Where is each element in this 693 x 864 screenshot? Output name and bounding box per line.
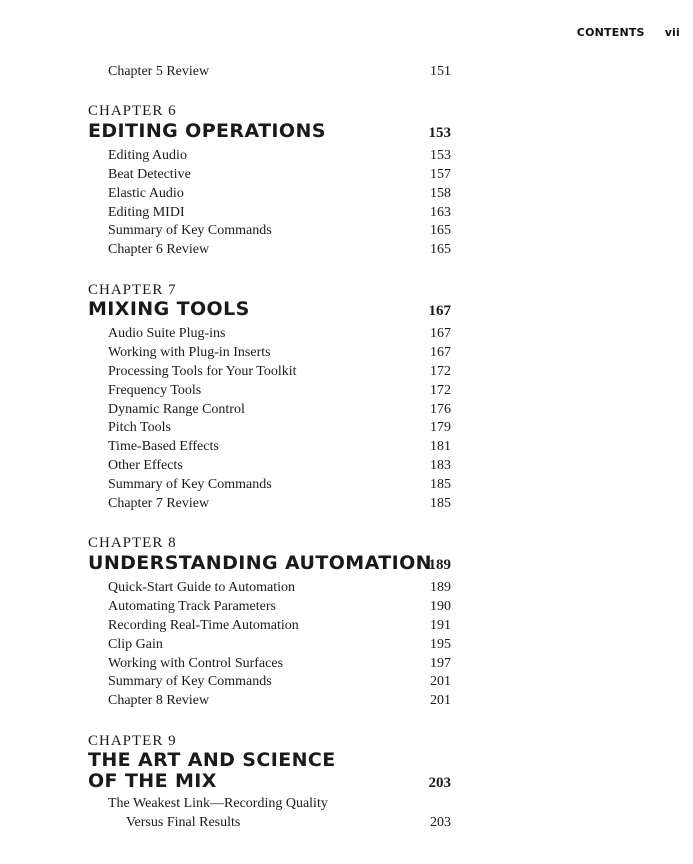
chapter-title: MIXING TOOLS (88, 298, 250, 320)
toc-entry-page: 167 (430, 326, 451, 341)
toc-entry-title: Editing Audio (108, 148, 187, 163)
toc-entry[interactable] (108, 381, 451, 400)
toc-entry-title: Pitch Tools (108, 420, 171, 435)
toc-entry-page: 165 (430, 242, 451, 257)
chapter-6-heading[interactable] (88, 121, 451, 142)
chapter-page: 189 (428, 557, 451, 573)
toc-entry[interactable] (108, 324, 451, 343)
chapter-page: 167 (428, 303, 451, 319)
toc-entry-title: Working with Control Surfaces (108, 656, 284, 671)
toc-entry-title: Summary of Key Commands (108, 674, 272, 689)
toc-entry-title: Summary of Key Commands (108, 223, 272, 238)
toc-entry-page: 191 (430, 618, 451, 633)
toc-entry[interactable] (108, 794, 451, 813)
toc-entry-page: 151 (430, 64, 451, 79)
toc-entry[interactable] (108, 616, 451, 635)
toc-entry[interactable] (108, 240, 451, 259)
toc-entry-title: Summary of Key Commands (108, 477, 272, 492)
toc-entry-page: 190 (430, 599, 451, 614)
toc-entry-continued[interactable] (108, 813, 451, 832)
toc-entry-page: 201 (430, 674, 451, 689)
toc-entry-title: Frequency Tools (108, 383, 202, 398)
toc-entry[interactable] (108, 672, 451, 691)
toc-entry-title: Chapter 8 Review (108, 693, 210, 708)
page-folio: vii (664, 26, 680, 39)
toc-entry[interactable] (108, 343, 451, 362)
toc-entry-page: 172 (430, 383, 451, 398)
toc-entry-page: 158 (430, 186, 451, 201)
toc-entry-title: Processing Tools for Your Toolkit (108, 364, 297, 379)
chapter-page: 203 (428, 775, 451, 791)
toc-entry-page: 185 (430, 496, 451, 511)
chapter-6-label: CHAPTER 6 (88, 103, 177, 119)
chapter-page: 153 (428, 125, 451, 141)
chapter-8-heading[interactable] (88, 553, 451, 574)
toc-entry[interactable] (108, 184, 451, 203)
toc-entry-page: 203 (430, 815, 451, 830)
toc-entry-title: Elastic Audio (108, 186, 184, 201)
toc-entry[interactable] (108, 203, 451, 222)
toc-entry-title: Editing MIDI (108, 205, 185, 220)
toc-entry-title: Chapter 7 Review (108, 496, 210, 511)
toc-entry-title: Other Effects (108, 458, 183, 473)
toc-entry-title: Dynamic Range Control (108, 402, 245, 417)
toc-entry-title: Audio Suite Plug-ins (108, 326, 226, 341)
toc-entry[interactable] (108, 418, 451, 437)
toc-entry-title: Working with Plug-in Inserts (108, 345, 271, 360)
toc-entry-title: Automating Track Parameters (108, 599, 276, 614)
toc-entry-page: 157 (430, 167, 451, 182)
toc-entry[interactable] (108, 635, 451, 654)
toc-entry-title: Versus Final Results (126, 815, 241, 830)
chapter-8-label: CHAPTER 8 (88, 535, 177, 551)
chapter-7-heading[interactable] (88, 299, 451, 320)
toc-entry-title: Beat Detective (108, 167, 191, 182)
chapter-title: EDITING OPERATIONS (88, 120, 326, 142)
toc-entry-page: 153 (430, 148, 451, 163)
toc-entry-page: 201 (430, 693, 451, 708)
toc-entry-page: 176 (430, 402, 451, 417)
toc-entry[interactable] (108, 400, 451, 419)
toc-entry[interactable] (108, 221, 451, 240)
toc-entry[interactable] (108, 146, 451, 165)
toc-entry-page: 197 (430, 656, 451, 671)
chapter-9-heading[interactable] (88, 750, 451, 792)
running-head-section: CONTENTS (576, 26, 645, 39)
toc-entry[interactable] (108, 456, 451, 475)
toc-entry-title: Time-Based Effects (108, 439, 219, 454)
toc-entry[interactable] (108, 362, 451, 381)
toc-entry-title: Quick-Start Guide to Automation (108, 580, 296, 595)
chapter-7-label: CHAPTER 7 (88, 282, 177, 298)
toc-entry[interactable] (108, 597, 451, 616)
toc-entry-title: The Weakest Link—Recording Quality (108, 796, 328, 811)
toc-entry-title: Recording Real-Time Automation (108, 618, 299, 633)
toc-entry[interactable] (108, 654, 451, 673)
toc-entry-page: 181 (430, 439, 451, 454)
toc-entry[interactable] (108, 165, 451, 184)
toc-entry-page: 172 (430, 364, 451, 379)
chapter-9-label: CHAPTER 9 (88, 733, 177, 749)
toc-entry[interactable] (108, 578, 451, 597)
toc-entry[interactable] (108, 62, 451, 81)
toc-entry[interactable] (108, 475, 451, 494)
toc-entry-page: 189 (430, 580, 451, 595)
toc-entry-title: Clip Gain (108, 637, 163, 652)
toc-entry-page: 183 (430, 458, 451, 473)
chapter-title-line-2: OF THE MIX (88, 770, 217, 792)
toc-entry-page: 167 (430, 345, 451, 360)
running-head (577, 26, 680, 39)
toc-entry[interactable] (108, 494, 451, 513)
toc-entry[interactable] (108, 437, 451, 456)
toc-entry-page: 165 (430, 223, 451, 238)
chapter-title: UNDERSTANDING AUTOMATION (88, 552, 432, 574)
toc-entry[interactable] (108, 691, 451, 710)
chapter-title-line-1: THE ART AND SCIENCE (88, 749, 336, 771)
toc-entry-page: 195 (430, 637, 451, 652)
toc-entry-title: Chapter 5 Review (108, 64, 210, 79)
toc-entry-title: Chapter 6 Review (108, 242, 210, 257)
toc-entry-page: 185 (430, 477, 451, 492)
toc-entry-page: 163 (430, 205, 451, 220)
toc-entry-page: 179 (430, 420, 451, 435)
